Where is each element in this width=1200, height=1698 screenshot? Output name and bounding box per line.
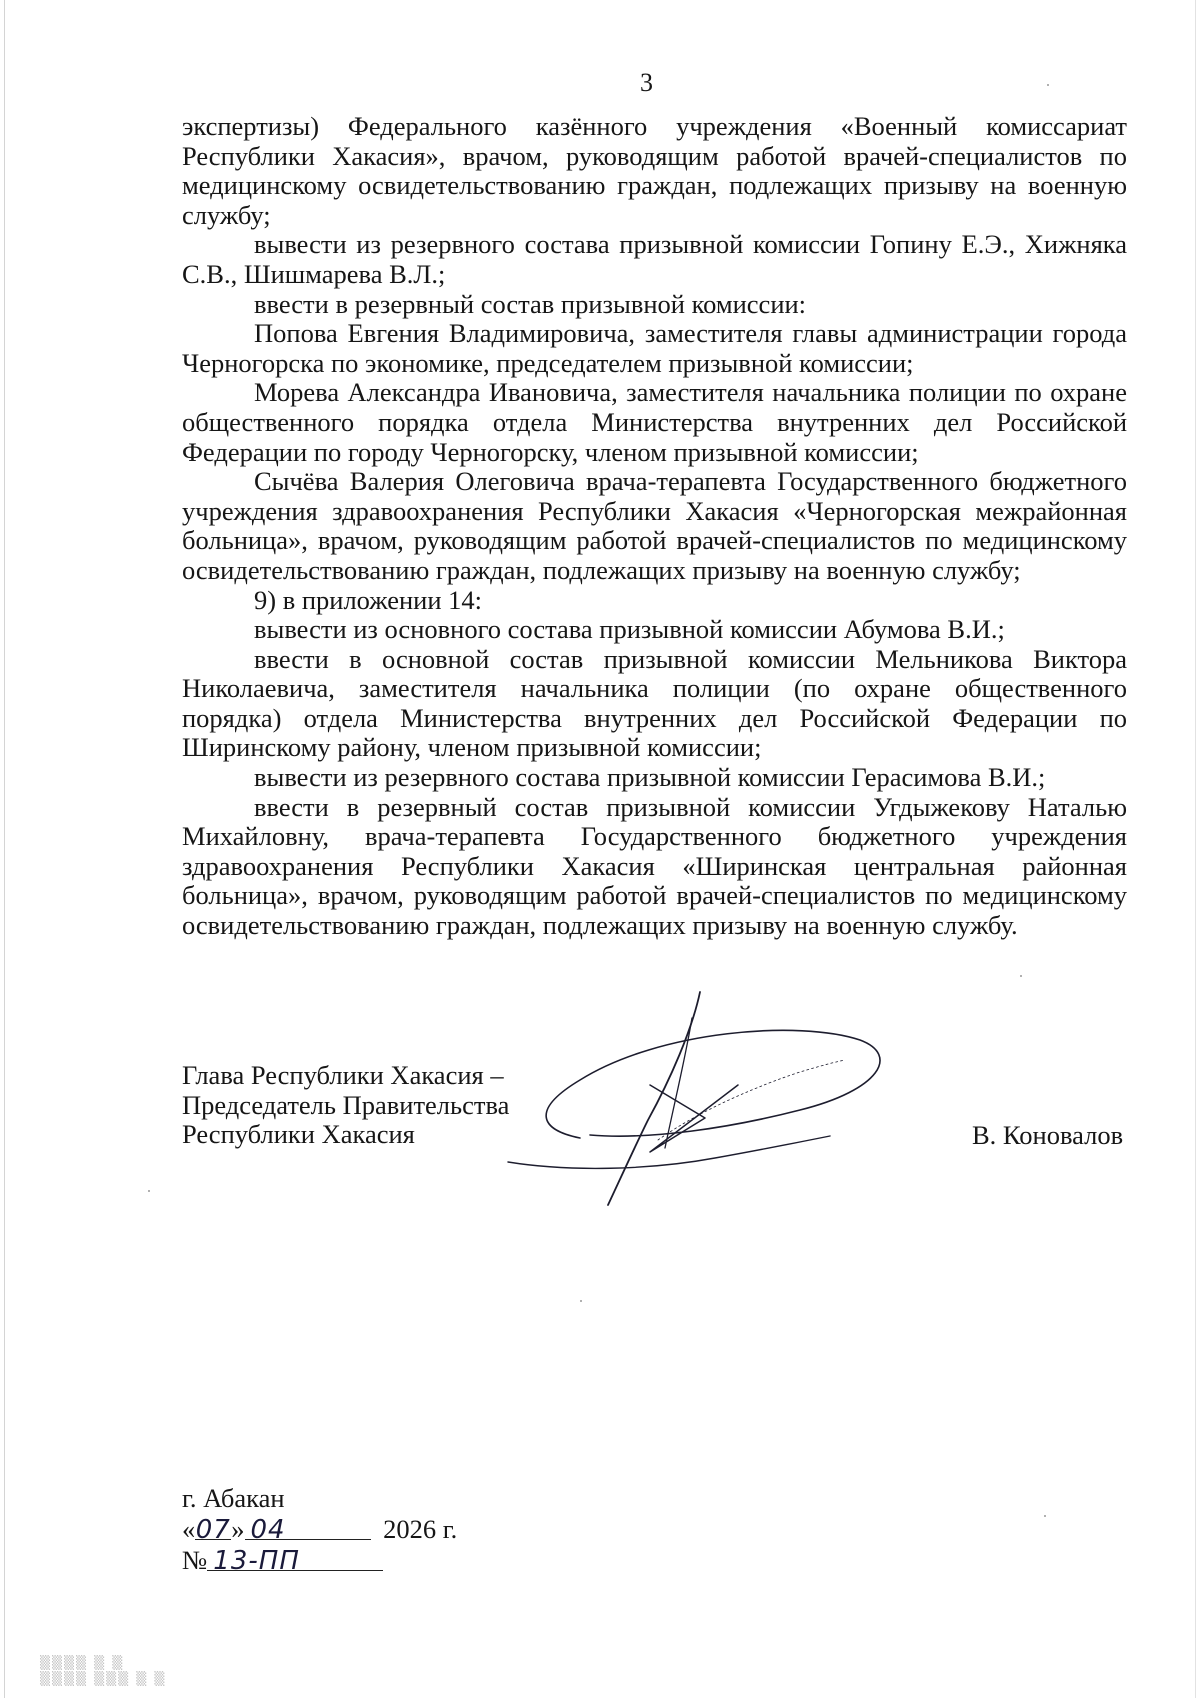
date-quote-open: « <box>182 1514 196 1544</box>
paragraph: вывести из основного состава призывной комиссии Абумова В.И.; <box>254 614 1005 645</box>
scan-speck <box>1047 84 1049 86</box>
city-line <box>182 1483 457 1514</box>
scan-speck <box>1020 975 1022 977</box>
signatory-title <box>182 1061 509 1150</box>
signer-name: В. Коновалов <box>972 1120 1124 1150</box>
place-date-block <box>182 1483 457 1576</box>
date-quote-close: » <box>231 1514 245 1544</box>
handwritten-signature <box>500 990 940 1210</box>
date-year: 2026 г. <box>383 1514 458 1544</box>
number-prefix: № <box>182 1545 208 1575</box>
paragraph: экспертизы) Федерального казённого учреждения «Военный комиссариат Республики Хакасия», врачом, руководящим работой врачей-специалистов по медицинскому освидетельствованию граждан, подлежащих призыву на военную службу; <box>182 111 1127 230</box>
paragraph: Сычёва Валерия Олеговича врача-терапевта Государственного бюджетного учреждения здравоохранения Республики Хакасия «Черногорская межрайонная больница», врачом, руководящим работой врачей-специалистов по медицинскому освидетельствованию граждан, подлежащих призыву на военную службу; <box>182 466 1127 585</box>
paragraph: вывести из резервного состава призывной комиссии Гопину Е.Э., Хижняка С.В., Шишмарева В.Л.; <box>182 229 1127 289</box>
scan-speck <box>1044 1515 1046 1517</box>
paragraph: Морева Александра Ивановича, заместителя начальника полиции по охране общественного порядка отдела Министерства внутренних дел Российской Федерации по городу Черногорску, членом призывной комиссии; <box>182 377 1127 467</box>
signatory-title-line: Председатель Правительства <box>182 1089 510 1120</box>
date-day: 07 <box>195 1515 231 1545</box>
scan-speck <box>148 1190 150 1192</box>
page-number: 3 <box>640 68 653 97</box>
paragraph: ввести в основной состав призывной комиссии Мельникова Виктора Николаевича, заместителя начальника полиции (по охране общественного порядка) отдела Министерства внутренних дел Российской Федерации по Ширинскому району, членом призывной комиссии; <box>182 643 1127 763</box>
scan-edge-right <box>1195 0 1196 1698</box>
signatory-title-line: Глава Республики Хакасия – <box>182 1060 504 1090</box>
signatory-title-line: Республики Хакасия <box>182 1119 415 1150</box>
paragraph: ввести в резервный состав призывной комиссии Угдыжекову Наталью Михайловну, врача-терапевта Государственного бюджетного учреждения здравоохранения Республики Хакасия «Ширинская центральная районная больница», врачом, руководящим работой врачей-специалистов по медицинскому освидетельствованию граждан, подлежащих призыву на военную службу. <box>182 791 1127 941</box>
paragraph: 9) в приложении 14: <box>254 584 483 615</box>
scan-edge-left <box>4 0 5 1698</box>
date-line <box>182 1514 457 1545</box>
document-body <box>182 112 1127 941</box>
city: г. Абакан <box>182 1483 285 1513</box>
paragraph: Попова Евгения Владимировича, заместителя главы администрации города Черногорска по экономике, председателем призывной комиссии; <box>182 318 1127 378</box>
date-month: 04 <box>245 1515 371 1540</box>
faint-stamp-mark: ▒▒▒▒ ▒ ▒ ▒▒▒▒ ▒▒▒ ▒ ▒ <box>40 1656 167 1687</box>
number-line <box>182 1545 457 1576</box>
paragraph: ввести в резервный состав призывной комиссии: <box>254 288 807 319</box>
document-number: 13-ПП <box>207 1546 383 1571</box>
scan-speck <box>580 1300 582 1302</box>
paragraph: вывести из резервного состава призывной комиссии Герасимова В.И.; <box>254 762 1046 793</box>
